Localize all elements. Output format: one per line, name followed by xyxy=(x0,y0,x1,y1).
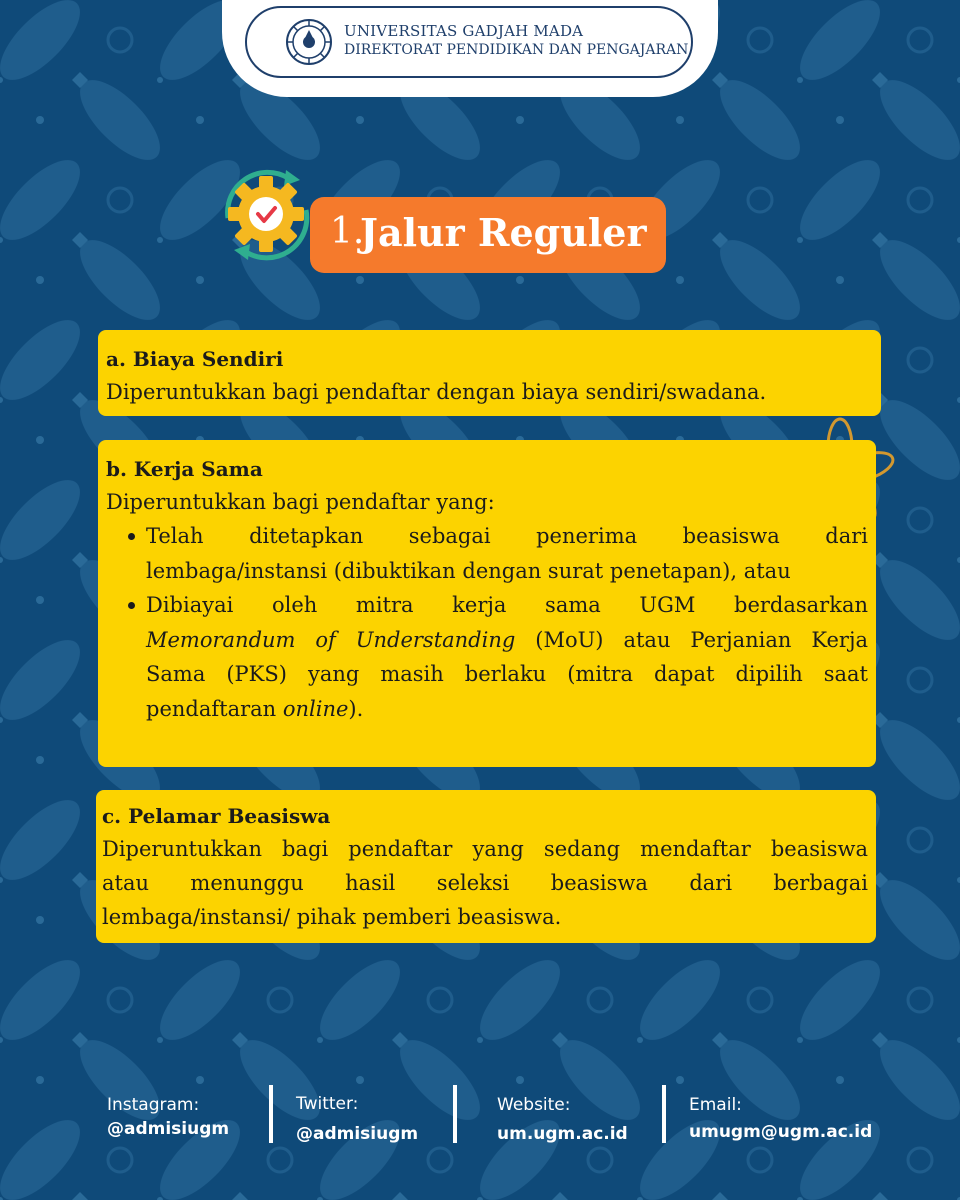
website-label: Website: xyxy=(497,1095,571,1115)
page-title: Jalur Reguler xyxy=(360,210,647,255)
gear-check-cycle-icon xyxy=(208,156,324,272)
bullet-text: pendaftaran xyxy=(146,696,283,721)
bullet-text: ). xyxy=(348,696,364,721)
body-line: Diperuntukkan bagi pendaftar yang sedang mendaftar beasiswa xyxy=(102,837,868,861)
card-biaya-sendiri xyxy=(98,330,881,416)
header-banner xyxy=(225,0,715,94)
header-frame xyxy=(245,6,693,78)
twitter-label: Twitter: xyxy=(296,1094,359,1114)
list-item xyxy=(106,519,868,588)
italic-term: Memorandum of Understanding xyxy=(146,627,516,652)
bullet-line xyxy=(146,623,868,658)
footer-divider xyxy=(662,1085,666,1143)
directorate-name: DIREKTORAT PENDIDIKAN DAN PENGAJARAN xyxy=(344,42,689,58)
website-link[interactable]: um.ugm.ac.id xyxy=(497,1124,628,1144)
card-body xyxy=(102,832,868,934)
email-link[interactable]: umugm@ugm.ac.id xyxy=(689,1122,873,1142)
bullet-line: lembaga/instansi (dibuktikan dengan surat penetapan), atau xyxy=(146,558,791,583)
bullet-list xyxy=(106,519,868,726)
body-line: atau menunggu hasil seleksi beasiswa dari berbagai xyxy=(102,871,868,895)
email-label: Email: xyxy=(689,1095,742,1115)
card-kerja-sama xyxy=(98,440,876,767)
instagram-handle[interactable]: @admisiugm xyxy=(107,1119,230,1139)
bullet-line: Sama (PKS) yang masih berlaku (mitra dapat dipilih saat xyxy=(146,662,868,686)
card-title: a. Biaya Sendiri xyxy=(106,347,284,371)
title-number: 1. xyxy=(330,211,365,252)
twitter-handle[interactable]: @admisiugm xyxy=(296,1124,419,1144)
footer-divider xyxy=(453,1085,457,1143)
card-title: c. Pelamar Beasiswa xyxy=(102,804,331,828)
ugm-seal-icon xyxy=(285,18,333,66)
italic-term: online xyxy=(282,696,349,721)
bullet-line: Telah ditetapkan sebagai penerima beasiswa dari xyxy=(146,524,868,548)
bullet-text: (MoU) atau Perjanian Kerja xyxy=(515,627,868,652)
instagram-label: Instagram: xyxy=(107,1095,200,1115)
card-intro: Diperuntukkan bagi pendaftar yang: xyxy=(106,490,495,514)
card-body: Diperuntukkan bagi pendaftar dengan biaya sendiri/swadana. xyxy=(106,380,767,404)
body-line: lembaga/instansi/ pihak pemberi beasiswa. xyxy=(102,905,562,929)
university-name: UNIVERSITAS GADJAH MADA xyxy=(344,22,584,40)
bullet-line: Dibiayai oleh mitra kerja sama UGM berdasarkan xyxy=(146,593,868,617)
section-title-banner xyxy=(310,197,666,273)
card-pelamar-beasiswa xyxy=(96,790,876,943)
bullet-line xyxy=(146,692,868,727)
card-title: b. Kerja Sama xyxy=(106,457,263,481)
list-item xyxy=(106,588,868,726)
footer-divider xyxy=(269,1085,273,1143)
